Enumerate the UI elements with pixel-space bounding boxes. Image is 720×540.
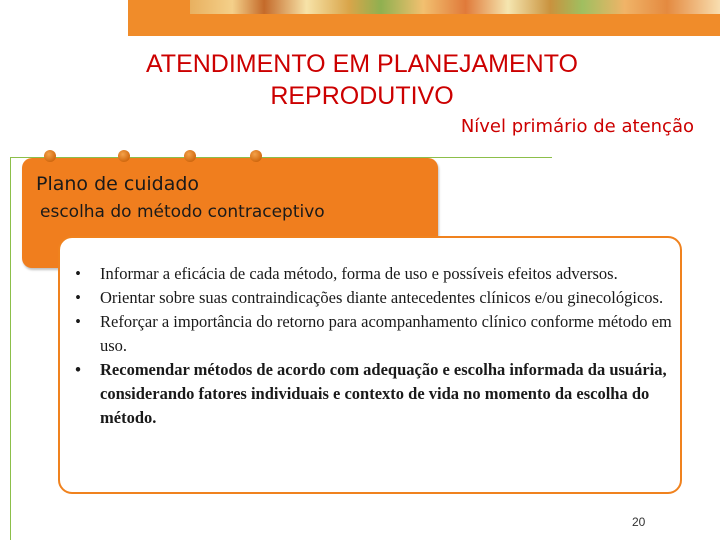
binder-ring-icon [184,150,196,162]
slide-title: ATENDIMENTO EM PLANEJAMENTO REPRODUTIVO [145,50,578,110]
bullet-icon: • [75,264,81,283]
list-item [72,286,672,310]
bullet-list [72,262,672,430]
binder-ring-icon [44,150,56,162]
bullet-icon: • [75,288,81,307]
list-item [72,310,672,358]
header-photo-strip [190,0,720,14]
divider-vertical [10,157,11,540]
bullet-text: Orientar sobre suas contraindicações diante antecedentes clínicos e/ou ginecológicos. [100,288,664,307]
card-heading: Plano de cuidado [36,173,200,195]
list-item [72,358,672,430]
bullet-icon: • [75,312,81,331]
binder-ring-icon [250,150,262,162]
bullet-text: Recomendar métodos de acordo com adequação e escolha informada da usuária, considerando fatores individuais e contexto de vida no momento da escolha do método. [100,360,667,427]
page-number: 20 [632,515,646,529]
card-subheading: escolha do método contraceptivo [40,202,325,222]
bullet-icon: • [75,360,81,379]
bullet-text: Informar a eficácia de cada método, forma de uso e possíveis efeitos adversos. [100,264,618,283]
bullet-text: Reforçar a importância do retorno para acompanhamento clínico conforme método em uso. [100,312,672,355]
binder-ring-icon [118,150,130,162]
slide-subtitle: Nível primário de atenção [460,116,694,137]
list-item [72,262,672,286]
